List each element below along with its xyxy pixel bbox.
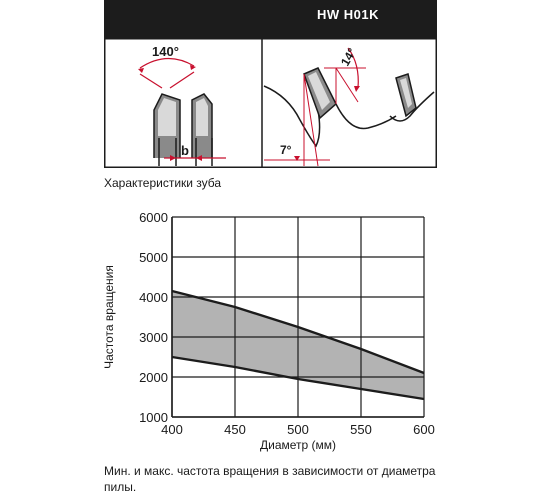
x-tick-label: 600 — [413, 422, 435, 437]
tooth-right — [192, 94, 212, 158]
y-tick-label: 3000 — [139, 330, 168, 345]
x-tick-label: 450 — [224, 422, 246, 437]
product-header — [104, 0, 437, 38]
width-b-label: b — [181, 143, 189, 158]
tooth-geometry-diagram — [104, 38, 437, 168]
x-axis-label: Диаметр (мм) — [259, 438, 337, 452]
rpm-chart — [96, 208, 456, 454]
y-tick-label: 2000 — [139, 370, 168, 385]
y-tick-label: 4000 — [139, 290, 168, 305]
hook-angle-label: 14° — [337, 45, 360, 69]
x-tick-label: 400 — [161, 422, 183, 437]
saw-profile — [264, 68, 434, 146]
clearance-angle-label: 7° — [280, 143, 292, 157]
y-tick-label: 1000 — [139, 410, 168, 425]
angle-140-label: 140° — [152, 44, 179, 59]
y-axis-label: Частота вращения — [102, 265, 116, 369]
teeth-caption: Характеристики зуба — [104, 176, 222, 190]
y-tick-label: 6000 — [139, 210, 168, 225]
angle-140-marker — [138, 58, 196, 88]
x-tick-label: 500 — [287, 422, 309, 437]
y-tick-label: 5000 — [139, 250, 168, 265]
chart-caption: Мин. и макс. частота вращения в зависимости от диаметра пилы. — [104, 464, 436, 494]
x-tick-label: 550 — [350, 422, 372, 437]
product-code: HW H01K — [316, 7, 379, 22]
